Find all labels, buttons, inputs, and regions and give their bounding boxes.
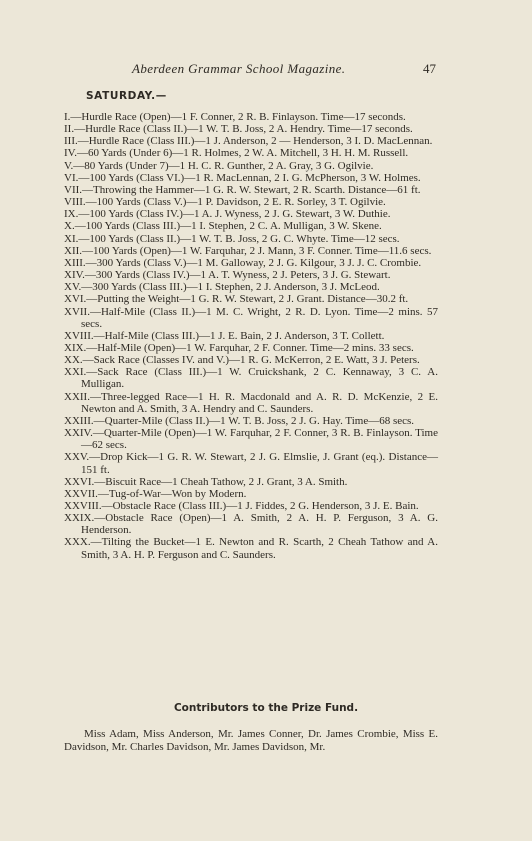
event-result: II.—Hurdle Race (Class II.)—1 W. T. B. Joss, 2 A. Hendry. Time—17 seconds. bbox=[64, 123, 413, 136]
event-result: XIV.—300 Yards (Class IV.)—1 A. T. Wyness, 2 J. Peters, 3 J. G. Stewart. bbox=[64, 269, 391, 282]
event-result: VI.—100 Yards (Class VI.)—1 R. MacLennan, 2 I. G. McPherson, 3 W. Holmes. bbox=[64, 171, 421, 184]
event-result: XVI.—Putting the Weight—1 G. R. W. Stewart, 2 J. Grant. Distance—30.2 ft. bbox=[64, 293, 409, 306]
event-result: XI.—100 Yards (Class II.)—1 W. T. B. Joss, 2 G. C. Whyte. Time—12 secs. bbox=[64, 232, 400, 245]
event-result: XXIII.—Quarter-Mile (Class II.)—1 W. T. B. Joss, 2 J. G. Hay. Time—68 secs. bbox=[64, 414, 415, 427]
event-result: V.—80 Yards (Under 7)—1 H. C. R. Gunther, 2 A. Gray, 3 G. Ogilvie. bbox=[64, 159, 374, 172]
event-result: XXVII.—Tug-of-War—Won by Modern. bbox=[64, 487, 247, 500]
event-result: XIII.—300 Yards (Class V.)—1 M. Galloway, 2 J. G. Kilgour, 3 J. J. C. Crombie. bbox=[64, 256, 422, 269]
event-result: VIII.—100 Yards (Class V.)—1 P. Davidson, 2 E. R. Sorley, 3 T. Ogilvie. bbox=[64, 196, 386, 209]
running-title: Aberdeen Grammar School Magazine. bbox=[132, 61, 346, 76]
prize-fund-contributors: Miss Adam, Miss Anderson, Mr. James Conner, Dr. James Crombie, Miss E. Davidson, Mr. Charles Davidson, Mr. James Davidson, Mr. bbox=[64, 728, 438, 753]
event-result: XVIII.—Half-Mile (Class III.)—1 J. E. Bain, 2 J. Anderson, 3 T. Collett. bbox=[64, 329, 385, 342]
event-result: III.—Hurdle Race (Class III.)—1 J. Anderson, 2 — Henderson, 3 I. D. MacLennan. bbox=[64, 135, 433, 148]
event-result: XXVI.—Biscuit Race—1 Cheah Tathow, 2 J. Grant, 3 A. Smith. bbox=[64, 475, 348, 488]
event-result: XII.—100 Yards (Open)—1 W. Farquhar, 2 J. Mann, 3 F. Conner. Time—11.6 secs. bbox=[64, 244, 432, 257]
event-result: XXI.—Sack Race (Class III.)—1 W. Cruickshank, 2 C. Kennaway, 3 C. A. Mulligan. bbox=[64, 366, 438, 391]
section-heading: SATURDAY.— bbox=[86, 90, 167, 102]
event-result: XXV.—Drop Kick—1 G. R. W. Stewart, 2 J. G. Elmslie, J. Grant (eq.). Distance—151 ft. bbox=[64, 451, 438, 476]
event-result: IX.—100 Yards (Class IV.)—1 A. J. Wyness, 2 J. G. Stewart, 3 W. Duthie. bbox=[64, 208, 391, 221]
event-result: X.—100 Yards (Class III.)—1 I. Stephen, 2 C. A. Mulligan, 3 W. Skene. bbox=[64, 220, 382, 233]
page-header bbox=[86, 61, 436, 81]
event-result: IV.—60 Yards (Under 6)—1 R. Holmes, 2 W. A. Mitchell, 3 H. H. M. Russell. bbox=[64, 147, 409, 160]
event-result: XXVIII.—Obstacle Race (Class III.)—1 J. Fiddes, 2 G. Henderson, 3 J. E. Bain. bbox=[64, 500, 419, 512]
event-result: XXX.—Tilting the Bucket—1 E. Newton and R. Scarth, 2 Cheah Tathow and A. Smith, 3 A. H. P. Ferguson and C. Saunders. bbox=[64, 536, 438, 561]
event-result: XXIV.—Quarter-Mile (Open)—1 W. Farquhar, 2 F. Conner, 3 R. B. Finlayson. Time—62 secs. bbox=[64, 427, 438, 452]
event-results-list bbox=[64, 111, 438, 561]
page-number: 47 bbox=[423, 61, 436, 76]
event-result: I.—Hurdle Race (Open)—1 F. Conner, 2 R. B. Finlayson. Time—17 seconds. bbox=[64, 111, 406, 123]
event-result: XV.—300 Yards (Class III.)—1 I. Stephen, 2 J. Anderson, 3 J. McLeod. bbox=[64, 281, 380, 294]
event-result: XIX.—Half-Mile (Open)—1 W. Farquhar, 2 F. Conner. Time—2 mins. 33 secs. bbox=[64, 341, 414, 354]
prize-fund-heading: Contributors to the Prize Fund. bbox=[173, 702, 359, 714]
event-result: XXIX.—Obstacle Race (Open)—1 A. Smith, 2 A. H. P. Ferguson, 3 A. G. Henderson. bbox=[64, 512, 438, 537]
event-result: XVII.—Half-Mile (Class II.)—1 M. C. Wright, 2 R. D. Lyon. Time—2 mins. 57 secs. bbox=[64, 305, 438, 330]
event-result: XX.—Sack Race (Classes IV. and V.)—1 R. G. McKerron, 2 E. Watt, 3 J. Peters. bbox=[64, 354, 420, 367]
event-result: XXII.—Three-legged Race—1 H. R. Macdonald and A. R. D. McKenzie, 2 E. Newton and A. Smith, 3 A. Hendry and C. Saunders. bbox=[64, 390, 438, 415]
event-result: VII.—Throwing the Hammer—1 G. R. W. Stewart, 2 R. Scarth. Distance—61 ft. bbox=[64, 183, 421, 196]
